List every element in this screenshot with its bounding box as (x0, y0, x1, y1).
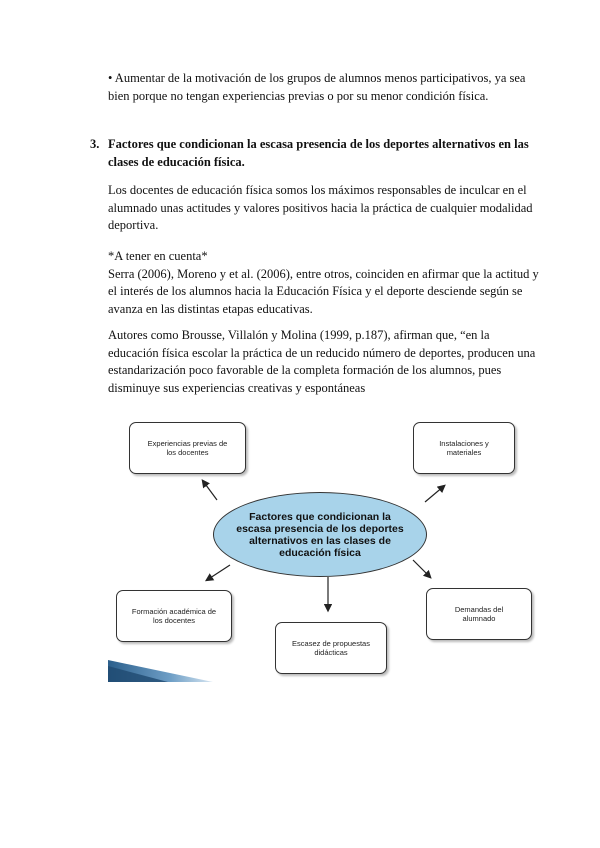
box-label: Demandas del alumnado (454, 605, 504, 623)
box-formacion-academica (116, 590, 232, 642)
paragraph-docentes (108, 182, 533, 235)
diagram-center-ellipse (213, 492, 427, 577)
text-line: Serra (2006), Moreno y et al. (2006), entre otros, coinciden en afirmar que la actitud y (108, 266, 539, 281)
factors-diagram (100, 405, 520, 685)
arrow-to-demandas (413, 560, 430, 577)
heading-line: Factores que condicionan la escasa presencia de los deportes alternativos en las (108, 137, 529, 151)
text-line: deportiva. (108, 218, 159, 232)
text-line: educación física escolar la práctica de un reducido número de deportes, producen una (108, 345, 536, 360)
arrow-to-experiencias (203, 481, 217, 500)
heading-line: clases de educación física. (108, 154, 245, 169)
text-line: *A tener en cuenta* (108, 249, 208, 263)
text-line: el interés de los alumnos hacia la Educación Física y el deporte desciende según se (108, 284, 523, 298)
paragraph-a-tener-en-cuenta (108, 248, 539, 318)
box-label: Formación académica de los docentes (131, 607, 217, 625)
arrow-to-instalaciones (425, 486, 444, 502)
text-line: estandarización poco favorable de la completa formación de los alumnos, pues (108, 363, 502, 377)
arrow-to-formacion (207, 565, 230, 580)
text-line: Autores como Brousse, Villalón y Molina (1999, p.187), afirman que, “en la (108, 328, 490, 342)
section-number: 3. (90, 137, 100, 151)
text-line: bien porque no tengan experiencias previas o por su menor condición física. (108, 88, 489, 103)
box-instalaciones (413, 422, 515, 474)
text-line: Los docentes de educación física somos los máximos responsables de inculcar en el (108, 183, 527, 197)
box-label: Escasez de propuestas didácticas (292, 639, 370, 657)
box-demandas-alumnado (426, 588, 532, 640)
text-line: avanza en las distintas etapas educativas. (108, 301, 313, 316)
intro-bullet-paragraph (108, 70, 528, 105)
text-line: alumnado unas actitudes y valores positivos hacia la práctica de cualquier modalidad (108, 200, 533, 215)
decorative-blue-bar (108, 658, 218, 684)
center-label: Factores que condicionan la escasa presencia de los deportes alternativos en las clases de educación física (236, 510, 404, 559)
text-line: disminuye sus experiencias creativas y espontáneas (108, 380, 366, 395)
box-experiencias-previas (129, 422, 246, 474)
text-line: • Aumentar de la motivación de los grupos de alumnos menos participativos, ya sea (108, 71, 526, 85)
paragraph-autores (108, 327, 536, 397)
box-label: Instalaciones y materiales (439, 439, 489, 457)
box-label: Experiencias previas de los docentes (147, 439, 228, 457)
box-escasez-propuestas (275, 622, 387, 674)
